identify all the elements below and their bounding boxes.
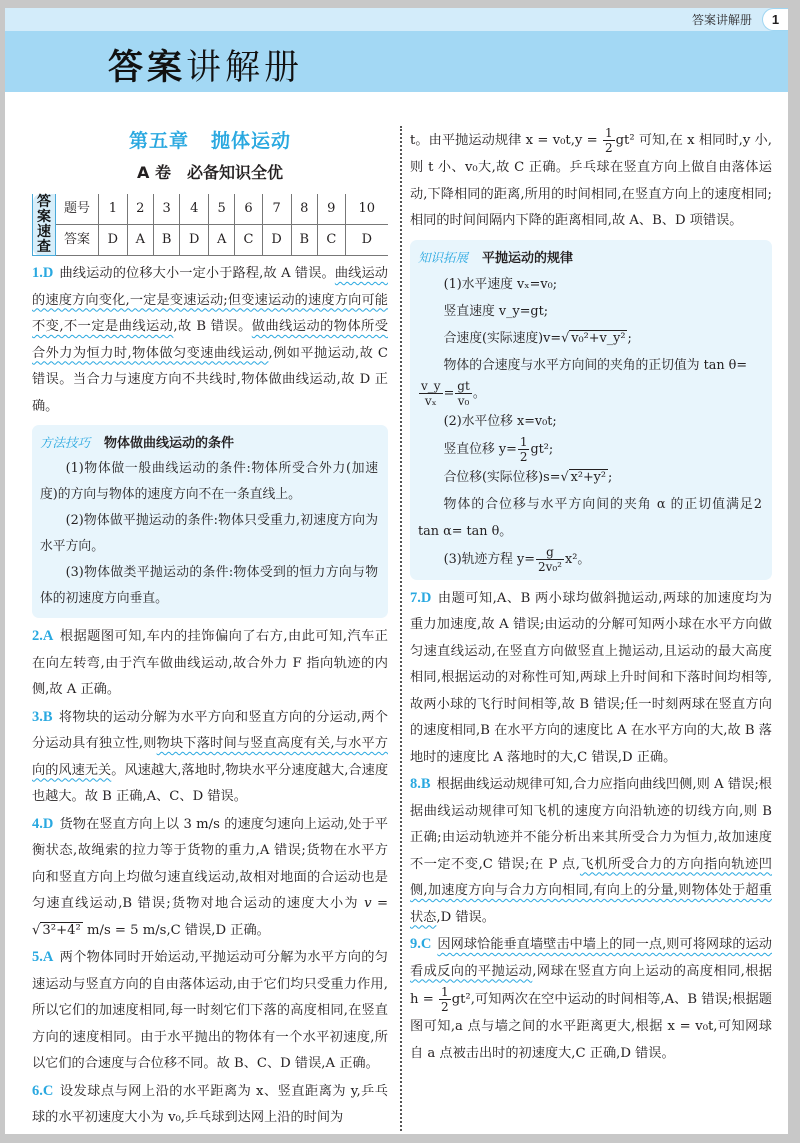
answer-6-text: 设发球点与网上沿的水平距离为 x、竖直距离为 y,乒乓球的水平初速度大小为 v₀,乒乓球到达网上沿的时间为 xyxy=(32,1083,388,1125)
answer-9-label: 9.C xyxy=(410,936,432,952)
fraction-denominator: 2 xyxy=(604,141,613,155)
book-title xyxy=(108,40,303,90)
extension-text: ; xyxy=(608,469,613,485)
answer-3-text: 将物块的运动分解为水平方向和竖直方向的分运动,两个分运动具有独立性,则 xyxy=(32,709,388,751)
answer-8-text: 根据曲线运动规律可知,合力应指向曲线凹侧,则 A 错误;根据曲线运动规律可知飞机的速度方向沿轨迹的切线方向,则 B 正确;由运动轨迹并不能分析出来其所受合力为恒力,故加速度不一定不变,C 错误;在 P 点, xyxy=(410,777,772,872)
fraction-denominator: v₀ xyxy=(457,393,470,408)
answer-4: 4.D 货物在竖直方向上以 3 m/s 的速度匀速向上运动,处于平衡状态,故绳索的拉力等于货物的重力,A 错误;货物在水平方向和竖直方向上均做匀速直线运动,故相对地面的合运动也是匀速直线运动,B 错误;货物对地合运动的速度大小为 v = √ 3²+4² m/s = 5 m/s,C 错误,D 正确。 xyxy=(32,815,388,938)
fraction xyxy=(455,379,472,408)
answer-1 xyxy=(32,260,388,420)
page-number: 1 xyxy=(762,8,788,31)
running-header xyxy=(5,8,788,31)
answer-4-label: 4.D xyxy=(32,815,54,832)
row-label-numbers: 题号 xyxy=(56,194,99,225)
extension-text: x²。 xyxy=(564,551,591,567)
sqrt-radicand: 3²+4² xyxy=(42,922,81,938)
right-column xyxy=(410,126,772,1067)
fraction xyxy=(536,545,564,574)
fraction xyxy=(419,379,443,408)
title-band xyxy=(5,31,788,92)
answer-cell: B xyxy=(291,225,318,256)
question-number: 3 xyxy=(153,194,180,225)
extension-line xyxy=(418,379,762,408)
extension-text: ; xyxy=(627,330,632,346)
answer-9-text: gt²,可知两次在空中运动的时间相等,A、B 错误;根据题图可知,a 点与墙之间的水平距离更大,根据 x = v₀t,可知网球自 a 点被击出时的初速度大,C 正确,D 错误。 xyxy=(410,992,772,1061)
question-number: 4 xyxy=(180,194,209,225)
answer-3-text: 。风速越大,落地时,物块水平分速度越大,合速度也越大。故 B 正确,A、C、D 错误。 xyxy=(32,762,389,804)
extension-line: 竖直速度 v_y=gt; xyxy=(443,303,549,319)
question-number: 1 xyxy=(99,194,128,225)
question-number: 9 xyxy=(318,194,346,225)
question-number: 5 xyxy=(209,194,235,225)
sqrt-radicand: x²+y² xyxy=(570,469,607,485)
sqrt-radicand: v₀²+v_y² xyxy=(571,330,626,346)
answer-6-continued xyxy=(410,126,772,235)
answer-table-tag: 答案速查 xyxy=(33,194,56,256)
answer-5-text: 两个物体同时开始运动,平抛运动可分解为水平方向的匀速运动与竖直方向的自由落体运动,由于它们均只受重力作用,所以它们的加速度相同,每一时刻它们下落的高度相同,在竖直方向的速度相同。由于水平抛出的物体有一个水平初速度,所以它们的合速度与合位移不同。故 B、C、D 错误,A 正确。 xyxy=(32,950,388,1071)
answer-1-highlight: 曲线运动的速度方向变化,一定是变速运动;但变速运动的速度方向可能不变,不一定是曲线运动 xyxy=(32,266,388,334)
answer-1-text: ,故 B 错误。 xyxy=(173,319,252,334)
section-name: 必备知识全优 xyxy=(186,163,283,182)
equals-sign: = xyxy=(371,896,388,911)
tip-tag: 方法技巧 xyxy=(40,435,91,450)
answer-cell: D xyxy=(262,225,291,256)
fraction xyxy=(603,126,615,155)
question-number: 2 xyxy=(127,194,153,225)
answer-4-text: m/s = 5 m/s,C 错误,D 正确。 xyxy=(82,922,270,938)
answer-6 xyxy=(32,1078,388,1132)
extension-line xyxy=(418,435,762,464)
chapter-name: 抛体运动 xyxy=(211,130,292,152)
answer-1-highlight: 做曲线运动的物体所受合外力为恒力时,物体做匀变速曲线运动 xyxy=(32,319,388,361)
answer-cell: B xyxy=(153,225,180,256)
answer-cell: A xyxy=(127,225,153,256)
answer-cell: C xyxy=(318,225,346,256)
extension-line xyxy=(418,545,762,574)
answer-cell: D xyxy=(180,225,209,256)
answer-3 xyxy=(32,704,388,811)
answer-6-text: t。由平抛运动规律 x = v₀t,y = xyxy=(410,133,602,148)
chapter-number: 第五章 xyxy=(128,130,189,152)
extension-line: 物体的合位移与水平方向间的夹角 α 的正切值满足2 tan α= tan θ。 xyxy=(418,496,762,539)
answer-7-text: 由题可知,A、B 两小球均做斜抛运动,两球的加速度均为重力加速度,故 A 错误;由运动的分解可知两小球在水平方向做匀速直线运动,在竖直方向做竖直上抛运动,且运动的最大高度相同,根据运动的对称性可知,两球上升时间和下落时间均相等,故两小球的飞行时间相等,故 B 错误;任一时刻两球在竖直方向的速度相同,B 在水平方向的速度比 A 在水平方向的大,故 B 落地时的速度比 A 落地时的大,C 错误,D 正确。 xyxy=(410,590,772,765)
extension-line: 物体的合速度与水平方向间的夹角的正切值为 tan θ= xyxy=(443,357,748,373)
fraction-numerator: g xyxy=(536,545,564,560)
answer-6-label: 6.C xyxy=(32,1082,54,1099)
equals-sign: = xyxy=(443,385,455,401)
row-label-answers: 答案 xyxy=(56,225,99,256)
extension-text: 。 xyxy=(472,385,486,401)
answer-4-text: 货物在竖直方向上以 3 m/s 的速度匀速向上运动,处于平衡状态,故绳索的拉力等于货物的重力,A 错误;货物在水平方向和竖直方向上均做匀速直线运动,故相对地面的合运动也是匀速直线运动,B 错误;货物对地合运动的速度大小为 xyxy=(32,816,388,911)
extension-text: 竖直位移 y= xyxy=(443,441,517,457)
fraction-numerator: v_y xyxy=(421,378,441,393)
chapter-title xyxy=(32,128,388,154)
tip-paragraph: (1)物体做一般曲线运动的条件:物体所受合外力(加速度)的方向与物体的速度方向不在一条直线上。 xyxy=(40,461,378,502)
question-number: 7 xyxy=(262,194,291,225)
answer-cell: C xyxy=(235,225,263,256)
question-number: 8 xyxy=(291,194,318,225)
answer-7-label: 7.D xyxy=(410,589,432,606)
fraction xyxy=(439,985,451,1014)
answer-2-label: 2.A xyxy=(32,628,54,644)
extension-title: 平抛运动的规律 xyxy=(482,250,574,266)
answer-5-label: 5.A xyxy=(32,949,54,965)
answer-8-highlight: 飞机所受合力的方向指向轨迹凹侧,加速度方向与合力方向相同,有向上的分量,则物体处于超重状态 xyxy=(410,856,772,925)
extension-line: 合速度(实际速度)v=√ v₀²+v_y² ; xyxy=(443,330,632,346)
book-title-light: 讲解册 xyxy=(186,48,304,88)
answer-7 xyxy=(410,585,772,772)
extension-line: (1)水平速度 vₓ=v₀; xyxy=(443,276,558,292)
answer-6-text: gt² 可知,在 x 相同时,y 小,则 t 小、v₀大,故 C 正确。乒乓球在竖直方向上做自由落体运动,下降相同的距离,所用的时间相同,在竖直方向上的速度相同;相同的时间间隔内下降的距离相同,故 A、B、D 项错误。 xyxy=(410,133,772,228)
answer-8-text: ,D 错误。 xyxy=(436,909,495,925)
answer-cell: A xyxy=(209,225,235,256)
answer-1-text: ,例如平抛运动,故 C 错误。当合力与速度方向不共线时,物体做曲线运动,故 D 正确。 xyxy=(32,345,388,414)
tip-title: 物体做曲线运动的条件 xyxy=(104,436,235,451)
book-title-bold: 答案 xyxy=(108,48,187,88)
answer-cell: D xyxy=(345,225,388,256)
fraction xyxy=(518,435,530,464)
fraction-denominator: 2 xyxy=(519,449,528,464)
extension-tag: 知识拓展 xyxy=(418,249,469,265)
tip-paragraph: (3)物体做类平抛运动的条件:物体受到的恒力方向与物体的初速度方向垂直。 xyxy=(40,565,378,606)
velocity-symbol: v xyxy=(364,896,372,911)
answer-2 xyxy=(32,623,388,704)
fraction-denominator: 2 xyxy=(441,1000,449,1014)
section-label: A 卷 xyxy=(137,163,171,182)
answer-cell: D xyxy=(99,225,128,256)
left-column xyxy=(32,126,388,1132)
answer-9-highlight: 因网球恰能垂直墙壁击中墙上的同一点,则可将网球的运动看成反向的平抛运动 xyxy=(410,937,772,979)
fraction-numerator: 1 xyxy=(519,434,528,449)
extension-text: (3)轨迹方程 y= xyxy=(443,551,535,567)
knowledge-extension-box xyxy=(410,240,772,580)
answer-9 xyxy=(410,931,772,1067)
answer-3-highlight: 物块下落时间与竖直高度有关,与水平方向的风速无关 xyxy=(32,736,388,778)
answer-1-label: 1.D xyxy=(32,265,54,281)
question-number: 6 xyxy=(235,194,263,225)
page-sheet xyxy=(5,8,788,1134)
answer-9-text: ,网球在竖直方向上运动的高度相同,根据 h = xyxy=(410,963,772,1007)
extension-line: (2)水平位移 x=v₀t; xyxy=(443,413,557,429)
answer-5 xyxy=(32,944,388,1078)
answer-1-text: 曲线运动的位移大小一定小于路程,故 A 错误。 xyxy=(59,266,335,281)
section-title xyxy=(32,160,388,186)
extension-line: 合位移(实际位移)s=√ x²+y² ; xyxy=(443,469,613,485)
answer-table xyxy=(32,194,388,256)
answer-8 xyxy=(410,771,772,931)
fraction-numerator: gt xyxy=(457,378,470,393)
answer-2-text: 根据题图可知,车内的挂饰偏向了右方,由此可知,汽车正在向左转弯,由于汽车做曲线运动,故合外力 F 指向轨迹的内侧,故 A 正确。 xyxy=(32,629,388,697)
tip-paragraph: (2)物体做平抛运动的条件:物体只受重力,初速度方向为水平方向。 xyxy=(40,513,378,554)
extension-text: 合位移(实际位移)s= xyxy=(443,469,561,485)
running-title: 答案讲解册 xyxy=(691,13,752,27)
fraction-numerator: 1 xyxy=(604,126,613,140)
extension-text: 合速度(实际速度)v= xyxy=(443,330,562,346)
column-divider xyxy=(400,126,402,1131)
question-number: 10 xyxy=(345,194,388,225)
answer-8-label: 8.B xyxy=(410,776,431,792)
fraction-denominator: vₓ xyxy=(424,393,437,408)
fraction-numerator: 1 xyxy=(441,985,449,999)
fraction-denominator: 2v₀² xyxy=(537,559,562,574)
method-tip-box xyxy=(32,425,388,618)
answer-3-label: 3.B xyxy=(32,708,53,725)
extension-text: gt²; xyxy=(530,441,554,457)
